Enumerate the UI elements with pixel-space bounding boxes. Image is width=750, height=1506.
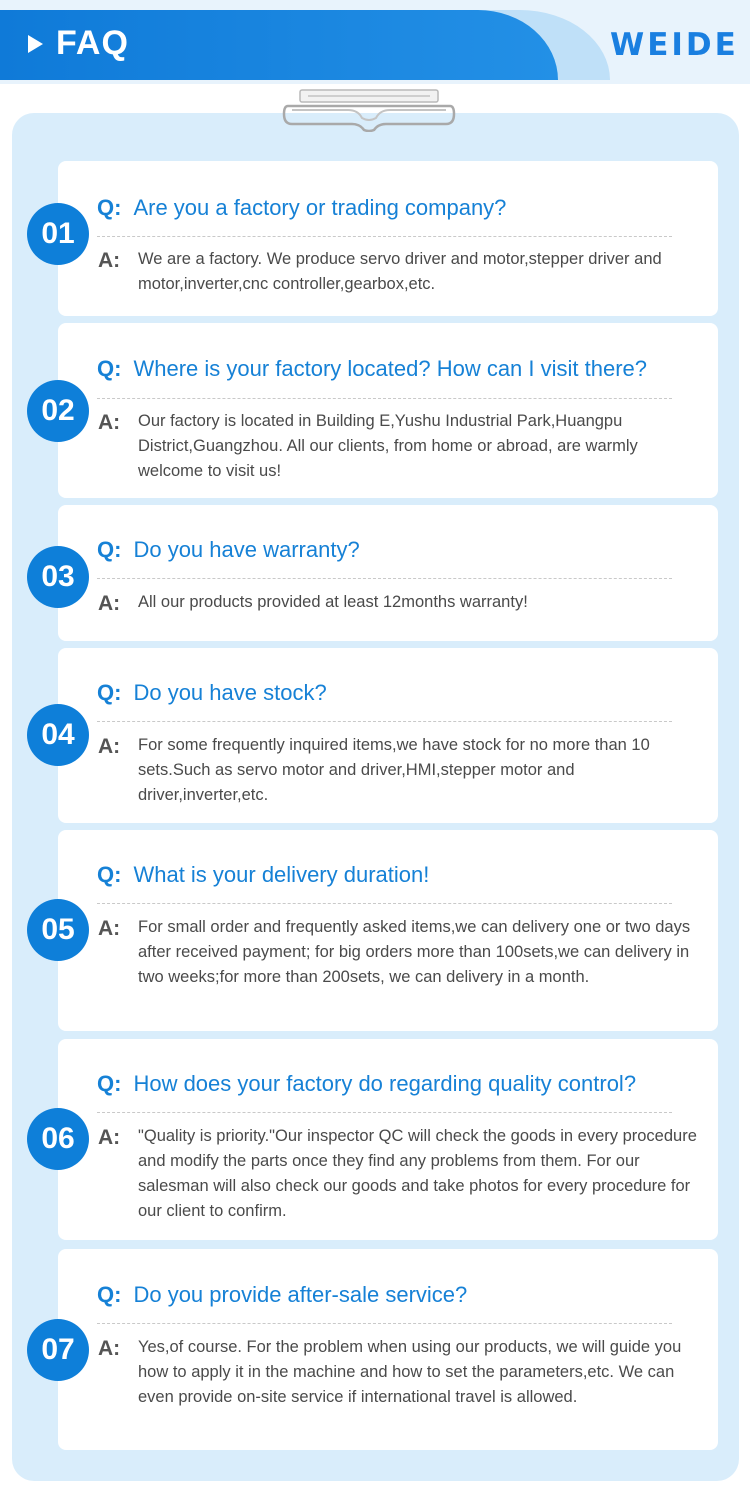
dashed-divider	[97, 578, 672, 579]
answer-label: A:	[98, 1337, 121, 1360]
faq-number-badge: 07	[27, 1319, 89, 1381]
dashed-divider	[97, 236, 672, 237]
dashed-divider	[97, 398, 672, 399]
answer-text: For small order and frequently asked items,we can delivery one or two days after received payment; for big orders more than 100sets,we can delivery in two weeks;for more than 200sets, we can delivery in a month.	[138, 918, 691, 986]
answer-text: All our products provided at least 12months warranty!	[138, 593, 528, 611]
answer-text: Our factory is located in Building E,Yushu Industrial Park,Huangpu District,Guangzhou. All our clients, from home or abroad, are warmly welcome to visit us!	[138, 412, 638, 480]
answer-text: We are a factory. We produce servo driver and motor,stepper driver and motor,inverter,cnc controller,gearbox,etc.	[138, 250, 662, 293]
faq-number-badge: 02	[27, 380, 89, 442]
answer-label: A:	[98, 917, 121, 940]
question-text: What is your delivery duration!	[133, 862, 430, 887]
dashed-divider	[97, 1112, 672, 1113]
faq-question	[97, 1069, 636, 1099]
faq-question	[97, 678, 327, 708]
dashed-divider	[97, 1323, 672, 1324]
question-text: Do you have stock?	[133, 680, 327, 705]
play-arrow-icon	[28, 35, 43, 53]
faq-number-badge: 04	[27, 704, 89, 766]
faq-question	[97, 860, 429, 890]
answer-text: Yes,of course. For the problem when using our products, we will guide you how to apply it in the machine and how to set the parameters,etc. We can even provide on-site service if international travel is allowed.	[138, 1338, 682, 1406]
faq-number-badge: 05	[27, 899, 89, 961]
answer-text: For some frequently inquired items,we have stock for no more than 10 sets.Such as servo motor and driver,HMI,stepper motor and driver,inverter,etc.	[138, 736, 650, 804]
answer-label: A:	[98, 411, 121, 434]
faq-number-badge: 03	[27, 546, 89, 608]
dashed-divider	[97, 721, 672, 722]
faq-card-03	[58, 505, 718, 641]
question-text: Do you have warranty?	[133, 537, 360, 562]
brand-logo: WEIDE	[610, 27, 739, 63]
faq-question	[97, 354, 647, 384]
answer-label: A:	[98, 249, 121, 272]
question-text: Do you provide after-sale service?	[133, 1282, 468, 1307]
faq-question	[97, 193, 506, 223]
answer-label: A:	[98, 592, 121, 615]
question-label: Q:	[97, 356, 122, 381]
paper-clip-icon	[278, 86, 460, 132]
question-text: Where is your factory located? How can I visit there?	[133, 356, 648, 381]
question-text: How does your factory do regarding quality control?	[133, 1071, 637, 1096]
answer-label: A:	[98, 735, 121, 758]
question-text: Are you a factory or trading company?	[133, 195, 507, 220]
faq-question	[97, 1280, 467, 1310]
question-label: Q:	[97, 680, 122, 705]
faq-number-badge: 06	[27, 1108, 89, 1170]
question-label: Q:	[97, 1071, 122, 1096]
faq-question	[97, 535, 360, 565]
question-label: Q:	[97, 1282, 122, 1307]
question-label: Q:	[97, 862, 122, 887]
dashed-divider	[97, 903, 672, 904]
page-title: FAQ	[56, 24, 129, 62]
answer-label: A:	[98, 1126, 121, 1149]
faq-header	[0, 0, 750, 84]
faq-number-badge: 01	[27, 203, 89, 265]
answer-text: "Quality is priority."Our inspector QC will check the goods in every procedure and modify the parts once they find any problems from them. For our salesman will also check our goods and take photos for every procedure for our client to confirm.	[138, 1127, 697, 1220]
question-label: Q:	[97, 537, 122, 562]
question-label: Q:	[97, 195, 122, 220]
